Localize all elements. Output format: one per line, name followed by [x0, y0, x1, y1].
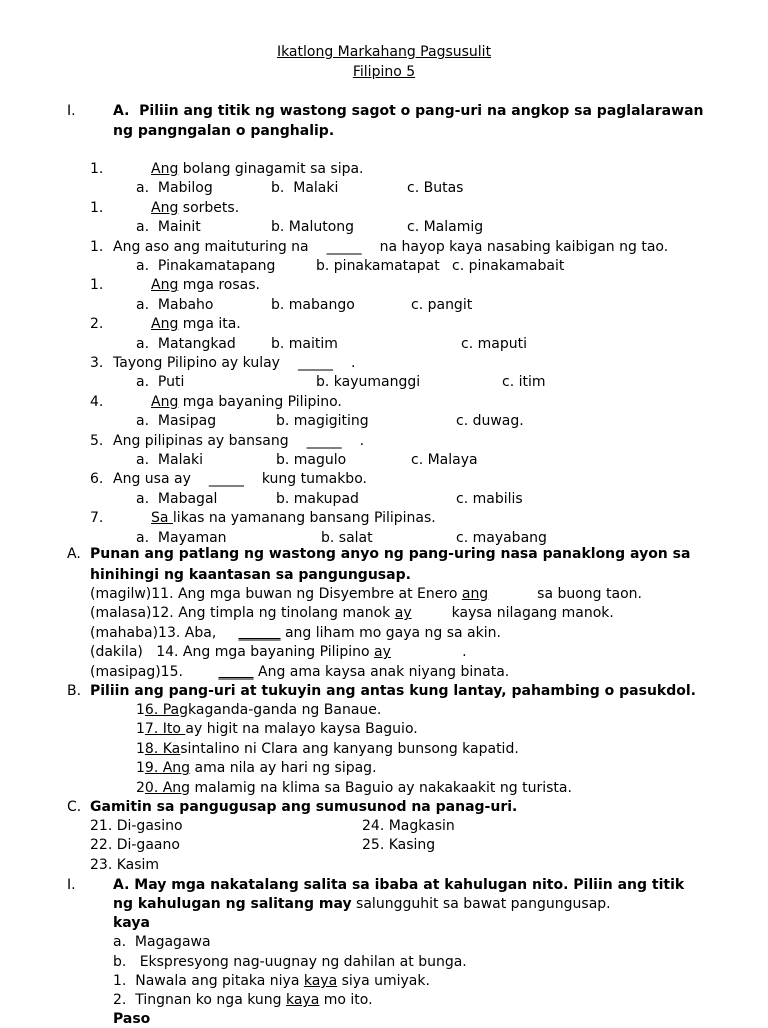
item-text: (magilw)11. Ang mga buwan ng Disyembre at Enero: [90, 586, 462, 602]
sentence-item: [136, 721, 418, 738]
fill-item: [90, 664, 509, 681]
choice-c: c. Malamig: [407, 219, 484, 236]
question-text: mga bayaning Pilipino.: [178, 393, 342, 410]
choice-b: b. salat: [321, 529, 373, 546]
question-item: [90, 510, 436, 527]
question-item: [90, 355, 355, 372]
item-text: ang liham mo gaya ng sa akin.: [280, 624, 501, 641]
choice-b: b. Malaki: [271, 180, 339, 197]
choice-a: a. Masipag: [136, 413, 217, 430]
roman-numeral: I.: [67, 877, 76, 893]
question-text: sorbets.: [178, 199, 240, 216]
item-text: (masipag)15.: [90, 663, 219, 680]
meaning-option: a. Magagawa: [113, 934, 211, 950]
question-text: Tayong Pilipino ay kulay: [113, 355, 280, 371]
sentence-item: [136, 702, 381, 719]
sentence-item: [113, 992, 373, 1009]
question-item: [90, 200, 239, 217]
choice-c: c. itim: [502, 374, 546, 391]
question-item: [90, 394, 342, 411]
item-text: (malasa)12. Ang timpla ng tinolang manok: [90, 605, 395, 622]
underlined-text: 0. Ang: [144, 779, 191, 796]
item-text: (dakila) 14. Ang mga bayaning Pilipino: [90, 644, 375, 661]
word-item: 21. Di-gasino: [90, 818, 183, 834]
answer-blank: _____: [326, 238, 362, 255]
answer-blank: Ang: [151, 161, 179, 177]
sentence-item: [113, 973, 430, 990]
directions-normal: salungguhit sa bawat pangungusap.: [351, 896, 611, 912]
choice-c: c. pangit: [411, 296, 473, 313]
sentence-text: mo ito.: [319, 992, 373, 1008]
item-number: 2: [136, 779, 145, 796]
answer-blank: _____: [297, 355, 333, 371]
question-text: Ang pilipinas ay bansang: [113, 432, 289, 449]
choice-c: c. duwag.: [456, 413, 524, 430]
question-text: bolang ginagamit sa sipa.: [178, 161, 364, 177]
choice-b: b. Malutong: [271, 219, 355, 236]
sentence-text: malamig na klima sa Baguio ay nakakaakit ng turista.: [190, 779, 572, 796]
roman-numeral: I.: [67, 103, 76, 119]
answer-blank: _____: [306, 432, 342, 449]
choice-c: c. pinakamabait: [452, 258, 565, 274]
page-title: Ikatlong Markahang Pagsusulit: [276, 44, 492, 60]
item-number: 1: [136, 702, 145, 718]
item-number: 7.: [90, 510, 104, 527]
choice-c: c. Malaya: [411, 452, 478, 468]
fill-item: [90, 625, 501, 642]
underlined-word: kaya: [303, 973, 338, 989]
question-text: kung tumakbo.: [261, 471, 367, 488]
underlined-text: 9. Ang: [144, 760, 191, 777]
partC-directions: Gamitin sa pangugusap ang sumusunod na panag-uri.: [90, 799, 518, 815]
question-item: [90, 277, 260, 294]
partA-directions-cont: hinihingi ng kaantasan sa pangungusap.: [90, 567, 411, 583]
word-item: 24. Magkasin: [362, 818, 455, 834]
sentence-text: gkaganda-ganda ng Banaue.: [179, 702, 382, 718]
sentence-item: [136, 780, 572, 797]
item-text: kaysa nilagang manok.: [411, 605, 614, 622]
vocab-word: Paso: [113, 1011, 151, 1027]
answer-blank: Sa: [151, 510, 173, 527]
answer-blank: Ang: [151, 393, 179, 410]
choice-b: b. magigiting: [276, 413, 369, 430]
choice-c: c. mayabang: [456, 529, 547, 546]
word-item: 25. Kasing: [362, 837, 436, 854]
item-number: 3.: [90, 355, 104, 371]
sentence-item: [136, 741, 519, 758]
word-item: 23. Kasim: [90, 856, 160, 873]
directions-bold: ng kahulugan ng salitang may: [113, 896, 352, 912]
sentence-text: ama nila ay hari ng sipag.: [190, 760, 377, 777]
choice-c: c. mabilis: [456, 490, 523, 507]
partB-directions: Piliin ang pang-uri at tukuyin ang antas kung lantay, pahambing o pasukdol.: [90, 683, 696, 699]
item-number: 4.: [90, 393, 104, 410]
answer-blank: _____: [208, 471, 244, 488]
sentence-text: 2. Tingnan ko nga kung: [113, 992, 286, 1008]
answer-blank: ______: [238, 624, 281, 641]
answer-blank: Ang: [151, 316, 179, 333]
choice-c: c. maputi: [461, 335, 527, 352]
item-text: (mahaba)13. Aba,: [90, 624, 239, 641]
question-text: na hayop kaya nasabing kaibigan ng tao.: [379, 238, 669, 255]
answer-blank: _____: [218, 663, 254, 680]
item-number: 1.: [90, 199, 104, 216]
choice-a: a. Mabagal: [136, 490, 218, 507]
answer-blank: ay: [394, 605, 412, 622]
choice-c: c. Butas: [407, 180, 464, 197]
answer-blank: Ang: [151, 277, 179, 294]
item-text: sa buong taon.: [488, 586, 642, 602]
choice-a: a. Mayaman: [136, 529, 227, 546]
sentence-text: 1. Nawala ang pitaka niya: [113, 973, 304, 989]
choice-b: b. mabango: [271, 296, 355, 313]
question-text: Ang aso ang maituturing na: [113, 238, 309, 255]
item-text: .: [390, 644, 467, 661]
partA-directions: Punan ang patlang ng wastong anyo ng pang-uring nasa panaklong ayon sa: [90, 546, 691, 562]
part2-directions: A. May mga nakatalang salita sa ibaba at kahulugan nito. Piliin ang titik: [113, 877, 685, 893]
question-item: [90, 471, 367, 488]
word-item: 22. Di-gaano: [90, 837, 180, 854]
question-text: .: [359, 432, 365, 449]
item-number: 1: [136, 721, 145, 738]
sentence-text: siya umiyak.: [337, 973, 430, 989]
part1-directions: A. Piliin ang titik ng wastong sagot o pang-uri na angkop sa paglalarawan: [113, 103, 704, 119]
choice-b: b. kayumanggi: [316, 374, 421, 391]
answer-blank: ay: [374, 644, 391, 661]
question-text: .: [350, 355, 356, 371]
item-number: 1: [136, 760, 145, 777]
choice-a: a. Mabaho: [136, 296, 214, 313]
question-item: [90, 161, 364, 178]
underlined-word: kaya: [285, 992, 320, 1008]
question-item: [90, 316, 241, 333]
choice-b: b. magulo: [276, 452, 347, 468]
sentence-text: sintalino ni Clara ang kanyang bunsong kapatid.: [180, 740, 519, 757]
question-item: [90, 239, 668, 256]
choice-a: a. Pinakamatapang: [136, 258, 276, 274]
question-text: Ang usa ay: [113, 471, 191, 488]
part2-directions-cont: [113, 896, 611, 913]
question-item: [90, 433, 364, 450]
subject-title: Filipino 5: [352, 64, 416, 80]
sentence-text: ay higit na malayo kaysa Baguio.: [185, 721, 418, 738]
section-letter: B.: [67, 683, 82, 699]
choice-a: a. Puti: [136, 374, 185, 391]
item-number: 1.: [90, 238, 104, 255]
meaning-option: b. Ekspresyong nag-uugnay ng dahilan at bunga.: [113, 954, 467, 970]
vocab-word: kaya: [113, 915, 150, 931]
answer-blank: Ang: [151, 199, 179, 216]
sentence-item: [136, 760, 377, 777]
underlined-text: 8. Ka: [144, 740, 181, 757]
fill-item: [90, 586, 642, 603]
choice-b: b. pinakamatapat: [316, 258, 440, 274]
choice-a: a. Mainit: [136, 219, 201, 236]
item-number: 1.: [90, 277, 104, 294]
fill-item: [90, 644, 467, 661]
choice-a: a. Malaki: [136, 452, 204, 468]
question-text: mga ita.: [178, 316, 241, 333]
item-number: 2.: [90, 316, 104, 333]
section-letter: A.: [67, 546, 81, 562]
item-number: 1: [136, 740, 145, 757]
underlined-text: 7. Ito: [144, 721, 186, 738]
item-text: Ang ama kaysa anak niyang binata.: [253, 663, 510, 680]
item-number: 5.: [90, 432, 104, 449]
choice-b: b. maitim: [271, 335, 338, 352]
choice-b: b. makupad: [276, 490, 359, 507]
question-text: mga rosas.: [178, 277, 260, 294]
item-number: 6.: [90, 471, 104, 488]
answer-blank: ang: [461, 586, 489, 602]
fill-item: [90, 605, 614, 622]
choice-a: a. Matangkad: [136, 335, 236, 352]
choice-a: a. Mabilog: [136, 180, 213, 197]
section-letter: C.: [67, 799, 82, 815]
question-text: likas na yamanang bansang Pilipinas.: [172, 510, 436, 527]
part1-directions-cont: ng pangngalan o panghalip.: [113, 123, 335, 139]
underlined-text: 6. Pa: [144, 702, 180, 718]
item-number: 1.: [90, 161, 104, 177]
